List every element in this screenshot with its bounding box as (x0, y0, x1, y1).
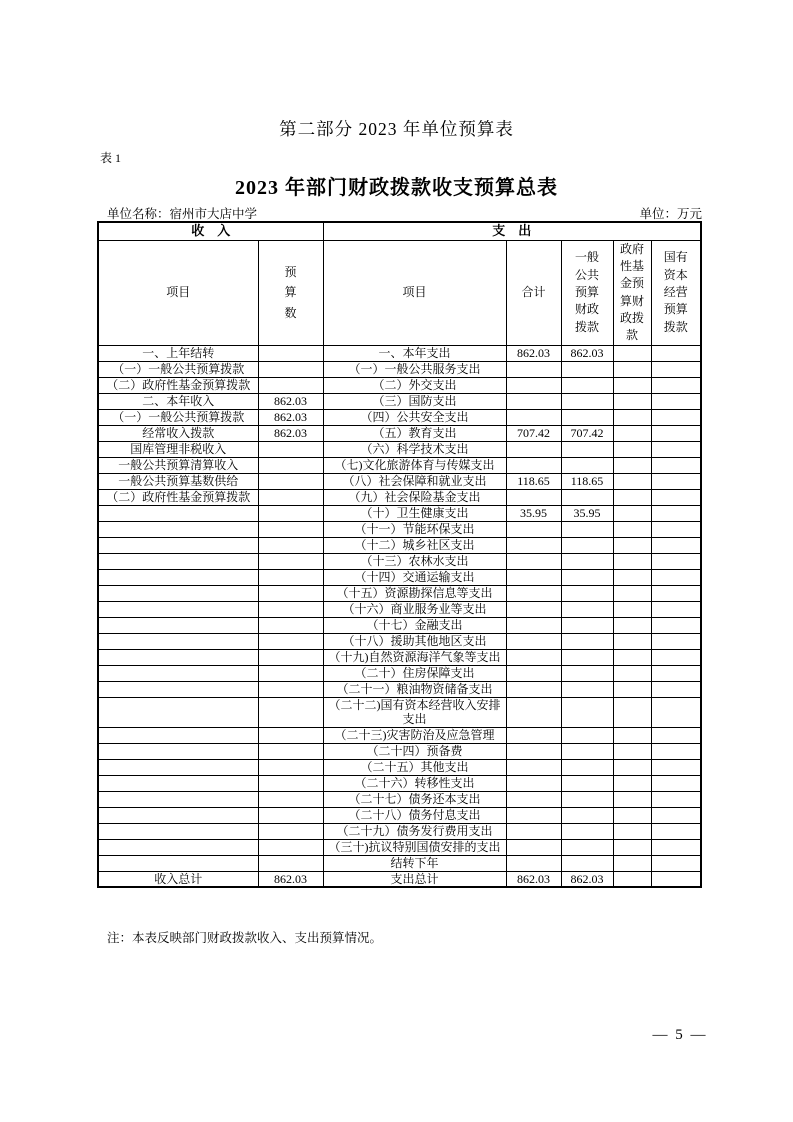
income-item-cell (98, 649, 258, 665)
income-item-cell (98, 633, 258, 649)
expense-item-cell: （八）社会保障和就业支出 (323, 473, 506, 489)
table-row (98, 743, 701, 759)
table-body (98, 345, 701, 887)
table-note: 注：本表反映部门财政拨款收入、支出预算情况。 (107, 931, 383, 945)
state-capital-budget-cell (651, 681, 701, 697)
section-title: 第二部分 2023 年单位预算表 (279, 119, 514, 139)
table-row (98, 759, 701, 775)
gov-fund-budget-cell (613, 649, 651, 665)
state-capital-budget-cell (651, 345, 701, 361)
income-item-cell: （一）一般公共预算拨款 (98, 409, 258, 425)
income-item-cell (98, 775, 258, 791)
expense-item-cell: 结转下年 (323, 855, 506, 871)
gov-fund-budget-cell (613, 345, 651, 361)
state-capital-budget-cell (651, 601, 701, 617)
table-row (98, 775, 701, 791)
total-cell (506, 697, 561, 727)
gov-fund-budget-cell (613, 633, 651, 649)
state-capital-budget-cell (651, 489, 701, 505)
table-row (98, 345, 701, 361)
income-item-header-label: 项目 (166, 285, 191, 300)
state-capital-budget-cell (651, 871, 701, 887)
state-capital-budget-cell (651, 361, 701, 377)
expense-item-cell: （四）公共安全支出 (323, 409, 506, 425)
gov-fund-budget-cell (613, 537, 651, 553)
total-cell (506, 361, 561, 377)
income-budget-cell (258, 775, 323, 791)
budget-table (97, 221, 702, 888)
expense-item-cell: （二十八）债务付息支出 (323, 807, 506, 823)
expense-item-cell: （十三）农林水支出 (323, 553, 506, 569)
income-budget-cell: 862.03 (258, 425, 323, 441)
income-budget-cell (258, 473, 323, 489)
table-row (98, 377, 701, 393)
table-row (98, 489, 701, 505)
state-capital-budget-cell (651, 617, 701, 633)
general-public-budget-cell (561, 697, 613, 727)
general-public-budget-cell (561, 665, 613, 681)
total-cell: 862.03 (506, 871, 561, 887)
state-capital-budget-cell (651, 743, 701, 759)
table-row (98, 521, 701, 537)
income-budget-cell (258, 601, 323, 617)
general-public-budget-cell (561, 759, 613, 775)
income-item-cell (98, 839, 258, 855)
gov-fund-budget-cell (613, 473, 651, 489)
income-item-cell (98, 521, 258, 537)
total-cell (506, 537, 561, 553)
general-public-budget-header (561, 240, 613, 345)
general-public-budget-cell (561, 569, 613, 585)
gov-fund-budget-cell (613, 807, 651, 823)
general-public-budget-cell (561, 775, 613, 791)
income-item-header (98, 240, 258, 345)
state-capital-budget-cell (651, 569, 701, 585)
income-item-cell (98, 743, 258, 759)
total-cell (506, 521, 561, 537)
state-capital-budget-cell (651, 425, 701, 441)
income-budget-cell (258, 665, 323, 681)
income-item-cell: 一般公共预算清算收入 (98, 457, 258, 473)
gov-fund-budget-cell (613, 393, 651, 409)
general-public-budget-cell (561, 553, 613, 569)
income-budget-cell (258, 585, 323, 601)
expense-item-cell: （二十）住房保障支出 (323, 665, 506, 681)
income-budget-cell (258, 823, 323, 839)
table-row (98, 553, 701, 569)
state-capital-budget-cell (651, 633, 701, 649)
page-number: — 5 — (652, 1027, 708, 1043)
total-cell (506, 681, 561, 697)
expense-item-cell: （五）教育支出 (323, 425, 506, 441)
general-public-budget-cell (561, 393, 613, 409)
total-cell: 35.95 (506, 505, 561, 521)
state-capital-budget-cell (651, 697, 701, 727)
table-row (98, 791, 701, 807)
state-capital-budget-cell (651, 759, 701, 775)
general-public-budget-cell: 118.65 (561, 473, 613, 489)
gov-fund-budget-cell (613, 759, 651, 775)
total-cell (506, 585, 561, 601)
expense-item-cell: （二十六）转移性支出 (323, 775, 506, 791)
gov-fund-budget-cell (613, 377, 651, 393)
general-public-budget-header-label: 一般公共预算财政拨款 (575, 250, 600, 334)
state-capital-budget-cell (651, 537, 701, 553)
income-item-cell (98, 681, 258, 697)
gov-fund-budget-cell (613, 791, 651, 807)
total-cell (506, 775, 561, 791)
table-row (98, 633, 701, 649)
expense-group-header: 支 出 (323, 222, 701, 240)
income-item-cell: （二）政府性基金预算拨款 (98, 489, 258, 505)
total-cell (506, 855, 561, 871)
income-item-cell (98, 823, 258, 839)
unit-row (107, 204, 702, 222)
income-budget-header-label: 预算数 (284, 265, 297, 320)
expense-item-cell: （十九)自然资源海洋气象等支出 (323, 649, 506, 665)
income-budget-cell: 862.03 (258, 393, 323, 409)
expense-item-header-label: 项目 (402, 285, 427, 300)
state-capital-budget-cell (651, 393, 701, 409)
table-row (98, 871, 701, 887)
gov-fund-budget-cell (613, 697, 651, 727)
gov-fund-budget-cell (613, 457, 651, 473)
general-public-budget-cell (561, 617, 613, 633)
column-header-row (98, 240, 701, 345)
income-budget-cell (258, 839, 323, 855)
general-public-budget-cell (561, 649, 613, 665)
expense-item-cell: （十一）节能环保支出 (323, 521, 506, 537)
income-item-cell (98, 697, 258, 727)
state-capital-budget-cell (651, 807, 701, 823)
table-row (98, 393, 701, 409)
gov-fund-budget-cell (613, 665, 651, 681)
general-public-budget-cell (561, 585, 613, 601)
state-capital-budget-cell (651, 377, 701, 393)
income-budget-cell: 862.03 (258, 409, 323, 425)
expense-item-cell: （七)文化旅游体育与传媒支出 (323, 457, 506, 473)
income-item-cell (98, 601, 258, 617)
gov-fund-budget-header (613, 240, 651, 345)
state-capital-budget-cell (651, 585, 701, 601)
total-cell (506, 823, 561, 839)
income-budget-cell (258, 505, 323, 521)
table-row (98, 681, 701, 697)
general-public-budget-cell: 35.95 (561, 505, 613, 521)
table-row (98, 537, 701, 553)
general-public-budget-cell: 707.42 (561, 425, 613, 441)
table-row (98, 839, 701, 855)
expense-item-cell: （十二）城乡社区支出 (323, 537, 506, 553)
total-cell: 707.42 (506, 425, 561, 441)
income-item-cell (98, 585, 258, 601)
gov-fund-budget-cell (613, 855, 651, 871)
expense-item-cell: 支出总计 (323, 871, 506, 887)
total-cell (506, 409, 561, 425)
state-capital-budget-cell (651, 823, 701, 839)
table-row (98, 601, 701, 617)
expense-item-cell: （十八）援助其他地区支出 (323, 633, 506, 649)
gov-fund-budget-cell (613, 775, 651, 791)
gov-fund-budget-cell (613, 727, 651, 743)
unit-name-label: 单位名称：宿州市大店中学 (107, 207, 258, 221)
state-capital-budget-cell (651, 409, 701, 425)
gov-fund-budget-cell (613, 601, 651, 617)
income-budget-cell (258, 569, 323, 585)
gov-fund-budget-cell (613, 585, 651, 601)
table-row (98, 425, 701, 441)
total-cell (506, 569, 561, 585)
income-item-cell: 收入总计 (98, 871, 258, 887)
expense-item-cell: （十七）金融支出 (323, 617, 506, 633)
total-cell: 118.65 (506, 473, 561, 489)
table-row (98, 697, 701, 727)
total-cell (506, 601, 561, 617)
table-label: 表 1 (100, 151, 122, 165)
total-cell (506, 727, 561, 743)
general-public-budget-cell (561, 727, 613, 743)
general-public-budget-cell (561, 409, 613, 425)
income-item-cell (98, 569, 258, 585)
expense-item-cell: （二十九）债务发行费用支出 (323, 823, 506, 839)
gov-fund-budget-cell (613, 489, 651, 505)
income-item-cell (98, 855, 258, 871)
income-budget-cell (258, 377, 323, 393)
state-capital-budget-cell (651, 727, 701, 743)
gov-fund-budget-cell (613, 617, 651, 633)
general-public-budget-cell (561, 633, 613, 649)
total-cell (506, 489, 561, 505)
income-item-cell: 一、上年结转 (98, 345, 258, 361)
general-public-budget-cell (561, 377, 613, 393)
income-budget-cell (258, 681, 323, 697)
income-budget-cell (258, 457, 323, 473)
general-public-budget-cell: 862.03 (561, 345, 613, 361)
table-row (98, 649, 701, 665)
state-capital-budget-cell (651, 839, 701, 855)
general-public-budget-cell (561, 681, 613, 697)
general-public-budget-cell (561, 489, 613, 505)
gov-fund-budget-cell (613, 871, 651, 887)
income-budget-cell (258, 759, 323, 775)
general-public-budget-cell (561, 521, 613, 537)
expense-item-cell: （二十五）其他支出 (323, 759, 506, 775)
state-capital-budget-cell (651, 791, 701, 807)
expense-item-cell: （二十三)灾害防治及应急管理 (323, 727, 506, 743)
income-item-cell (98, 553, 258, 569)
table-row (98, 441, 701, 457)
income-budget-header (258, 240, 323, 345)
gov-fund-budget-header-label: 政府性基金预算财政拨款 (620, 241, 645, 343)
table-row (98, 409, 701, 425)
gov-fund-budget-cell (613, 743, 651, 759)
income-budget-cell (258, 345, 323, 361)
income-item-cell: 二、本年收入 (98, 393, 258, 409)
income-group-header: 收 入 (98, 222, 323, 240)
income-item-cell (98, 665, 258, 681)
total-cell (506, 393, 561, 409)
expense-item-cell: 一、本年支出 (323, 345, 506, 361)
state-capital-budget-header-label: 国有资本经营预算拨款 (663, 250, 688, 334)
income-item-cell: （一）一般公共预算拨款 (98, 361, 258, 377)
income-item-cell (98, 759, 258, 775)
gov-fund-budget-cell (613, 521, 651, 537)
gov-fund-budget-cell (613, 569, 651, 585)
total-cell (506, 553, 561, 569)
state-capital-budget-cell (651, 855, 701, 871)
total-cell (506, 649, 561, 665)
table-row (98, 727, 701, 743)
income-budget-cell (258, 791, 323, 807)
income-budget-cell (258, 743, 323, 759)
general-public-budget-cell (561, 823, 613, 839)
general-public-budget-cell (561, 361, 613, 377)
total-header (506, 240, 561, 345)
income-budget-cell (258, 697, 323, 727)
expense-item-cell: （六）科学技术支出 (323, 441, 506, 457)
income-item-cell (98, 807, 258, 823)
group-header-row (98, 222, 701, 240)
gov-fund-budget-cell (613, 441, 651, 457)
state-capital-budget-cell (651, 441, 701, 457)
table-row (98, 473, 701, 489)
total-cell (506, 759, 561, 775)
gov-fund-budget-cell (613, 425, 651, 441)
total-header-label: 合计 (521, 285, 546, 300)
expense-item-header (323, 240, 506, 345)
expense-item-cell: （十六）商业服务业等支出 (323, 601, 506, 617)
gov-fund-budget-cell (613, 681, 651, 697)
income-budget-cell (258, 727, 323, 743)
table-row (98, 855, 701, 871)
general-public-budget-cell (561, 855, 613, 871)
state-capital-budget-cell (651, 473, 701, 489)
gov-fund-budget-cell (613, 839, 651, 855)
general-public-budget-cell: 862.03 (561, 871, 613, 887)
income-item-cell (98, 727, 258, 743)
income-item-cell: 国库管理非税收入 (98, 441, 258, 457)
expense-item-cell: （二十七）债务还本支出 (323, 791, 506, 807)
income-item-cell: 一般公共预算基数供给 (98, 473, 258, 489)
total-cell (506, 441, 561, 457)
expense-item-cell: （九）社会保险基金支出 (323, 489, 506, 505)
expense-item-cell: （二十一）粮油物资储备支出 (323, 681, 506, 697)
state-capital-budget-cell (651, 665, 701, 681)
unit-label: 单位：万元 (639, 207, 702, 221)
state-capital-budget-cell (651, 521, 701, 537)
table-row (98, 361, 701, 377)
income-item-cell (98, 505, 258, 521)
expense-item-cell: （十四）交通运输支出 (323, 569, 506, 585)
table-row (98, 807, 701, 823)
gov-fund-budget-cell (613, 823, 651, 839)
expense-item-cell: （十）卫生健康支出 (323, 505, 506, 521)
income-item-cell (98, 617, 258, 633)
main-title: 2023 年部门财政拨款收支预算总表 (235, 177, 558, 199)
general-public-budget-cell (561, 537, 613, 553)
income-budget-cell (258, 649, 323, 665)
expense-item-cell: （三）国防支出 (323, 393, 506, 409)
expense-item-cell: （十五）资源勘探信息等支出 (323, 585, 506, 601)
general-public-budget-cell (561, 601, 613, 617)
table-row (98, 569, 701, 585)
table-row (98, 665, 701, 681)
income-budget-cell (258, 553, 323, 569)
expense-item-cell: （二）外交支出 (323, 377, 506, 393)
gov-fund-budget-cell (613, 361, 651, 377)
income-budget-cell (258, 441, 323, 457)
table-row (98, 457, 701, 473)
general-public-budget-cell (561, 743, 613, 759)
gov-fund-budget-cell (613, 409, 651, 425)
total-cell (506, 665, 561, 681)
general-public-budget-cell (561, 457, 613, 473)
income-item-cell: 经常收入拨款 (98, 425, 258, 441)
income-budget-cell (258, 537, 323, 553)
general-public-budget-cell (561, 839, 613, 855)
total-cell (506, 457, 561, 473)
gov-fund-budget-cell (613, 505, 651, 521)
income-budget-cell (258, 807, 323, 823)
total-cell (506, 743, 561, 759)
expense-item-cell: （一）一般公共服务支出 (323, 361, 506, 377)
state-capital-budget-cell (651, 649, 701, 665)
total-cell (506, 617, 561, 633)
expense-item-cell: （三十)抗议特别国债安排的支出 (323, 839, 506, 855)
income-budget-cell (258, 855, 323, 871)
income-budget-cell (258, 361, 323, 377)
total-cell (506, 791, 561, 807)
income-budget-cell (258, 617, 323, 633)
income-budget-cell (258, 521, 323, 537)
income-budget-cell (258, 489, 323, 505)
table-row (98, 505, 701, 521)
state-capital-budget-cell (651, 457, 701, 473)
expense-item-cell: （二十二)国有资本经营收入安排支出 (323, 697, 506, 727)
gov-fund-budget-cell (613, 553, 651, 569)
total-cell (506, 807, 561, 823)
income-item-cell: （二）政府性基金预算拨款 (98, 377, 258, 393)
table-row (98, 617, 701, 633)
total-cell (506, 377, 561, 393)
state-capital-budget-cell (651, 553, 701, 569)
general-public-budget-cell (561, 807, 613, 823)
income-item-cell (98, 537, 258, 553)
expense-item-cell: （二十四）预备费 (323, 743, 506, 759)
state-capital-budget-header (651, 240, 701, 345)
state-capital-budget-cell (651, 775, 701, 791)
total-cell: 862.03 (506, 345, 561, 361)
total-cell (506, 633, 561, 649)
state-capital-budget-cell (651, 505, 701, 521)
general-public-budget-cell (561, 441, 613, 457)
income-budget-cell: 862.03 (258, 871, 323, 887)
table-row (98, 585, 701, 601)
total-cell (506, 839, 561, 855)
income-budget-cell (258, 633, 323, 649)
table-row (98, 823, 701, 839)
income-item-cell (98, 791, 258, 807)
general-public-budget-cell (561, 791, 613, 807)
